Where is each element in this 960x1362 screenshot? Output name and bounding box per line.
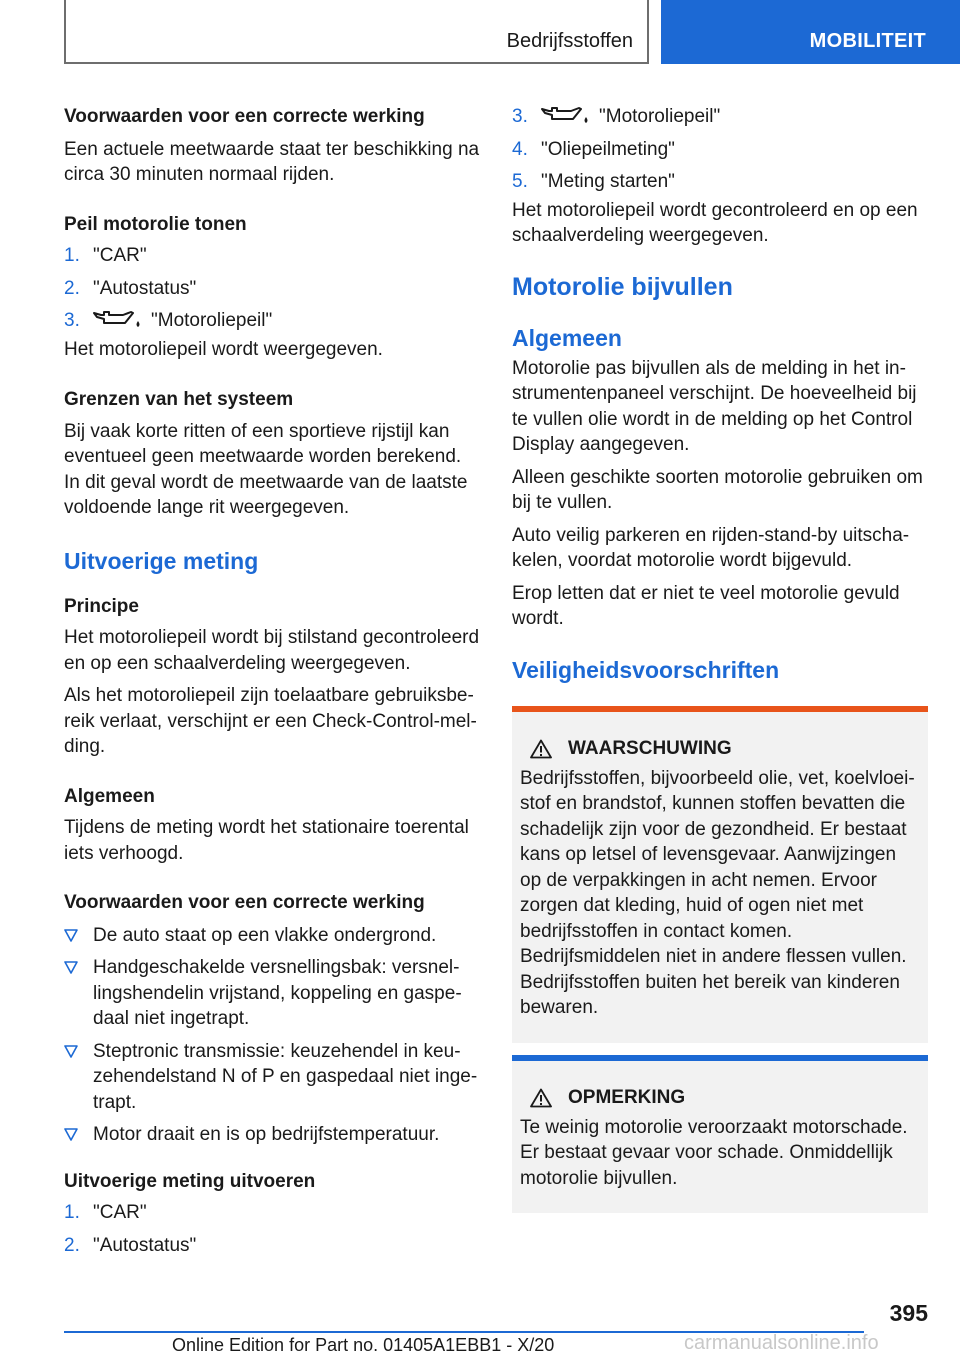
list-item	[512, 169, 928, 195]
steps-continued	[512, 104, 928, 195]
heading-principe: Principe	[64, 595, 139, 617]
step-text: "Meting starten"	[541, 171, 675, 192]
note-notice	[512, 1055, 928, 1214]
text-principe-1: Het motoroliepeil wordt bij stilstand gecontroleerd en op een schaalverdeling weergegeven.	[64, 627, 480, 674]
list-item	[64, 1233, 482, 1259]
note-title: OPMERKING	[568, 1086, 686, 1108]
heading-peil-tonen: Peil motorolie tonen	[64, 213, 247, 235]
text-algemeen-3: Auto veilig parkeren en rijden-stand-by uitschakelen, voordat motorolie wordt bijgevuld.	[512, 524, 910, 571]
list-item	[512, 104, 928, 130]
text-steps-result: Het motoroliepeil wordt gecontroleerd en op een schaalverdeling weergegeven.	[512, 199, 918, 246]
list-item	[64, 1039, 482, 1116]
warning-text: Bedrijfsstoffen, bijvoorbeeld olie, vet, koelvloeistof en brandstof, kunnen stoffen bevatten die schadelijk zijn voor de gezondheid. Er bestaat kans op letsel of levensgevaar. Aanwijzingen op de verpakkingen in acht nemen. Ervoor zorgen dat kleding, huid of ogen niet met bedrijfsstoffen in contact komen. Bedrijfsmiddelen niet in andere flessen vullen. Bedrijfsstoffen buiten het bereik van kinderen bewaren.	[520, 767, 915, 1018]
footer-edition: Online Edition for Part no. 01405A1EBB1 - X/20	[172, 1335, 555, 1355]
condition-text: De auto staat op een vlakke ondergrond.	[93, 924, 437, 946]
note-header	[520, 1085, 920, 1111]
heading-uitvoeren: Uitvoerige meting uitvoeren	[64, 1170, 316, 1192]
heading-voorwaarden-2: Voorwaarden voor een correcte werking	[64, 892, 425, 913]
step-text: "Autostatus"	[93, 1234, 197, 1256]
step-number: 4.	[512, 138, 528, 160]
heading-algemeen-left: Algemeen	[64, 785, 155, 807]
heading-veiligheid: Veiligheidsvoorschriften	[512, 656, 780, 683]
header-section-box	[64, 0, 649, 64]
note-box	[512, 1061, 928, 1214]
step-text: "CAR"	[93, 1202, 147, 1223]
warning-header	[520, 736, 920, 762]
text-algemeen-2: Alleen geschikte soorten motorolie gebruiken om bij te vullen.	[512, 466, 923, 513]
step-number: 1.	[64, 1202, 80, 1223]
step-text: "Motoroliepeil"	[151, 310, 273, 331]
triangle-bullet-icon	[64, 1045, 78, 1058]
warning-title: WAARSCHUWING	[568, 737, 732, 759]
text-voorwaarden: Een actuele meetwaarde staat ter beschikking na circa 30 minuten normaal rijden.	[64, 138, 480, 185]
step-number: 2.	[64, 1234, 80, 1256]
list-item	[512, 137, 928, 163]
condition-text: Steptronic transmissie: keuzehendel in keuzehendelstand N of P en gaspedaal niet ingetrapt.	[93, 1040, 478, 1113]
triangle-bullet-icon	[64, 1128, 78, 1141]
step-number: 2.	[64, 277, 80, 299]
list-item	[64, 923, 482, 949]
note-text: Te weinig motorolie veroorzaakt motorschade. Er bestaat gevaar voor schade. Onmiddellijk motorolie bijvullen.	[520, 1116, 908, 1189]
step-text: "Autostatus"	[93, 277, 197, 299]
step-number: 1.	[64, 245, 80, 266]
heading-uitvoerige-meting: Uitvoerige meting	[64, 547, 259, 574]
left-column	[64, 104, 482, 1265]
condition-text: Motor draait en is op bedrijfstemperatuur.	[93, 1124, 440, 1145]
heading-motorolie-bijvullen: Motorolie bijvullen	[512, 272, 733, 301]
page-number: 395	[889, 1300, 928, 1326]
text-algemeen-left: Tijdens de meting wordt het stationaire toerental iets verhoogd.	[64, 817, 469, 864]
conditions-list	[64, 923, 482, 1148]
step-text: "CAR"	[93, 245, 147, 266]
right-column	[512, 104, 928, 1213]
footer-watermark: carmanualsonline.info	[684, 1332, 879, 1354]
steps-peil-tonen	[64, 243, 482, 334]
header-section-title: Bedrijfsstoffen	[506, 30, 633, 52]
list-item	[64, 955, 482, 1032]
step-text: "Motoroliepeil"	[599, 106, 721, 127]
text-algemeen-4: Erop letten dat er niet te veel motorolie gevuld wordt.	[512, 582, 900, 629]
text-peil-result: Het motoroliepeil wordt weergegeven.	[64, 338, 383, 360]
step-number: 3.	[64, 310, 80, 331]
list-item	[64, 1122, 482, 1148]
oil-level-icon	[541, 105, 591, 125]
heading-algemeen-right: Algemeen	[512, 324, 622, 351]
heading-grenzen: Grenzen van het systeem	[64, 389, 294, 410]
text-algemeen-1: Motorolie pas bijvullen als de melding in het instrumentenpaneel verschijnt. De hoeveelheid bij te vullen olie wordt in de melding op het Control Display aangegeven.	[512, 357, 917, 455]
list-item	[64, 276, 482, 302]
header-chapter-box	[661, 0, 960, 64]
triangle-bullet-icon	[64, 929, 78, 942]
heading-voorwaarden: Voorwaarden voor een correcte werking	[64, 106, 425, 127]
steps-uitvoeren	[64, 1200, 482, 1258]
header-chapter-title: MOBILITEIT	[809, 30, 926, 52]
warning-notice	[512, 706, 928, 1043]
warning-triangle-icon	[530, 739, 552, 759]
warning-triangle-icon	[530, 1088, 552, 1108]
list-item	[64, 243, 482, 269]
step-number: 5.	[512, 171, 528, 192]
text-grenzen: Bij vaak korte ritten of een sportieve rijstijl kan eventueel geen meetwaarde worden berekend. In dit geval wordt de meetwaarde van de laatste voldoende lange rit weergegeven.	[64, 420, 468, 518]
list-item	[64, 308, 482, 334]
oil-level-icon	[93, 309, 143, 329]
triangle-bullet-icon	[64, 961, 78, 974]
step-text: "Oliepeilmeting"	[541, 138, 675, 160]
condition-text: Handgeschakelde versnellingsbak: versnellingshendelin vrijstand, koppeling en gaspedaal niet ingetrapt.	[93, 957, 462, 1029]
text-principe-2: Als het motoroliepeil zijn toelaatbare gebruiksbereik verlaat, verschijnt er een Check-Control-melding.	[64, 685, 477, 757]
warning-box	[512, 712, 928, 1043]
step-number: 3.	[512, 106, 528, 127]
list-item	[64, 1200, 482, 1226]
